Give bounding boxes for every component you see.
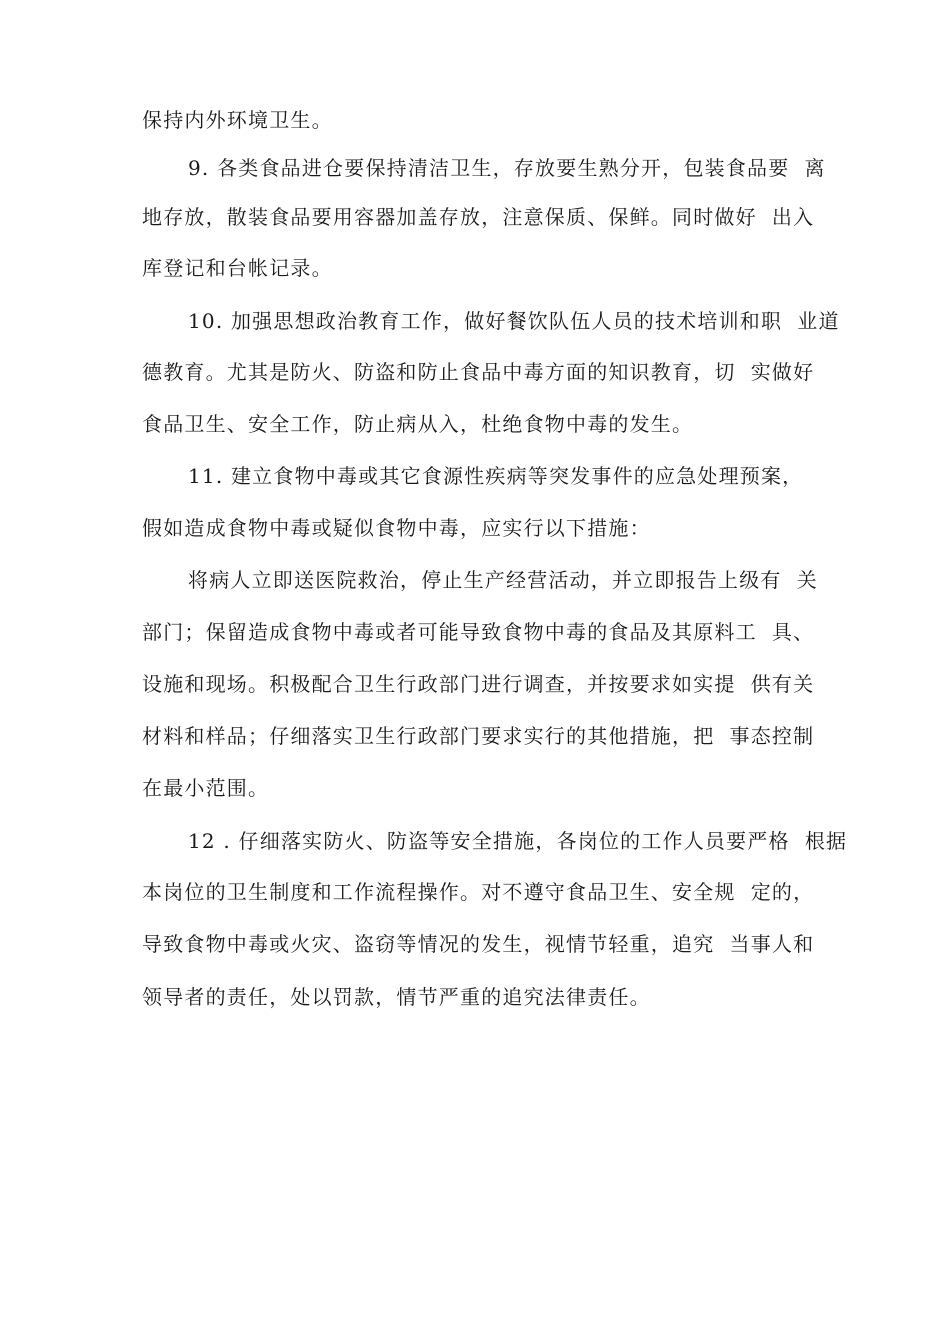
- text-line: 9. 各类食品进仓要保持清洁卫生，存放要生熟分开，包装食品要 离: [188, 156, 826, 180]
- text-line: 在最小范围。: [142, 776, 270, 800]
- text-line: 领导者的责任，处以罚款，情节严重的追究法律责任。: [142, 985, 651, 1009]
- text-line: 导致食物中毒或火灾、盗窃等情况的发生，视情节轻重，追究 当事人和: [142, 932, 815, 956]
- text-line: 12 . 仔细落实防火、防盗等安全措施，各岗位的工作人员要严格 根据: [188, 829, 848, 853]
- text-line: 材料和样品；仔细落实卫生行政部门要求实行的其他措施，把 事态控制: [142, 724, 815, 748]
- text-line: 将病人立即送医院救治，停止生产经营活动，并立即报告上级有 关: [188, 568, 818, 592]
- text-line: 德教育。尤其是防火、防盗和防止食品中毒方面的知识教育，切 实做好: [142, 360, 815, 384]
- text-line: 保持内外环境卫生。: [142, 108, 333, 132]
- text-line: 食品卫生、安全工作，防止病从入，杜绝食物中毒的发生。: [142, 412, 694, 436]
- text-line: 11. 建立食物中毒或其它食源性疾病等突发事件的应急处理预案，: [188, 464, 804, 488]
- text-line: 本岗位的卫生制度和工作流程操作。对不遵守食品卫生、安全规 定的，: [142, 880, 815, 904]
- text-line: 10. 加强思想政治教育工作，做好餐饮队伍人员的技术培训和职 业道: [188, 309, 840, 333]
- text-line: 库登记和台帐记录。: [142, 256, 333, 280]
- text-line: 地存放，散装食品要用容器加盖存放，注意保质、保鲜。同时做好 出入: [142, 205, 815, 229]
- text-line: 设施和现场。积极配合卫生行政部门进行调查，并按要求如实提 供有关: [142, 672, 815, 696]
- text-line: 假如造成食物中毒或疑似食物中毒，应实行以下措施：: [142, 516, 651, 540]
- text-line: 部门；保留造成食物中毒或者可能导致食物中毒的食品及其原料工 具、: [142, 620, 815, 644]
